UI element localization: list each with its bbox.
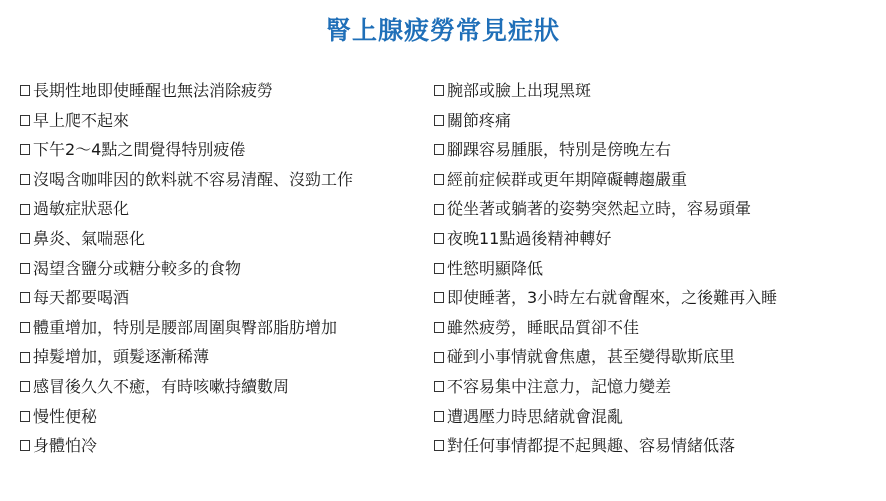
checklist-item[interactable] bbox=[20, 431, 430, 461]
checklist-item[interactable] bbox=[20, 402, 430, 432]
checklist-item[interactable] bbox=[20, 76, 430, 106]
page-title: 腎上腺疲勞常見症狀 bbox=[325, 16, 560, 45]
checklist-item[interactable] bbox=[434, 313, 874, 343]
item-label: 沒喝含咖啡因的飲料就不容易清醒、沒勁工作 bbox=[33, 169, 354, 189]
checklist-item[interactable] bbox=[434, 372, 874, 402]
checkbox[interactable] bbox=[20, 381, 30, 392]
item-label: 即使睡著，3小時左右就會醒來，之後難再入睡 bbox=[447, 288, 778, 308]
item-label: 體重增加，特別是腰部周圍與臀部脂肪增加 bbox=[33, 317, 338, 337]
checkbox[interactable] bbox=[434, 144, 444, 155]
checkbox[interactable] bbox=[434, 440, 444, 451]
checklist-item[interactable] bbox=[434, 283, 874, 313]
item-label: 慢性便秘 bbox=[33, 406, 98, 426]
checkbox[interactable] bbox=[20, 263, 30, 274]
item-label: 經前症候群或更年期障礙轉趨嚴重 bbox=[447, 169, 688, 189]
checkbox[interactable] bbox=[20, 144, 30, 155]
checklist-item[interactable] bbox=[434, 135, 874, 165]
checkbox[interactable] bbox=[20, 292, 30, 303]
checklist-item[interactable] bbox=[434, 254, 874, 284]
item-label: 過敏症狀惡化 bbox=[33, 199, 130, 219]
checklist-item[interactable] bbox=[20, 372, 430, 402]
item-label: 關節疼痛 bbox=[447, 110, 512, 130]
checkbox[interactable] bbox=[20, 115, 30, 126]
checkbox[interactable] bbox=[20, 440, 30, 451]
checkbox[interactable] bbox=[434, 85, 444, 96]
checklist-item[interactable] bbox=[434, 402, 874, 432]
item-label: 身體怕冷 bbox=[33, 436, 98, 456]
checkbox[interactable] bbox=[434, 352, 444, 363]
checklist-item[interactable] bbox=[434, 342, 874, 372]
item-label: 下午2～4點之間覺得特別疲倦 bbox=[33, 140, 246, 160]
checkbox[interactable] bbox=[20, 411, 30, 422]
checkbox[interactable] bbox=[434, 174, 444, 185]
checkbox[interactable] bbox=[20, 174, 30, 185]
item-label: 早上爬不起來 bbox=[33, 110, 130, 130]
checkbox[interactable] bbox=[434, 233, 444, 244]
item-label: 感冒後久久不癒，有時咳嗽持續數周 bbox=[33, 376, 290, 396]
checkbox[interactable] bbox=[434, 115, 444, 126]
item-label: 每天都要喝酒 bbox=[33, 288, 130, 308]
checkbox[interactable] bbox=[434, 263, 444, 274]
item-label: 腕部或臉上出現黑斑 bbox=[447, 81, 592, 100]
checklist-item[interactable] bbox=[20, 165, 430, 195]
checklist-item[interactable] bbox=[20, 313, 430, 343]
item-label: 不容易集中注意力，記憶力變差 bbox=[447, 376, 672, 396]
checkbox[interactable] bbox=[20, 352, 30, 363]
item-label: 渴望含鹽分或糖分較多的食物 bbox=[33, 258, 242, 278]
item-label: 雖然疲勞，睡眠品質卻不佳 bbox=[447, 317, 640, 337]
symptom-list-left bbox=[20, 76, 430, 461]
item-label: 碰到小事情就會焦慮，甚至變得歇斯底里 bbox=[447, 347, 736, 367]
checklist-item[interactable] bbox=[20, 254, 430, 284]
checkbox[interactable] bbox=[434, 204, 444, 215]
checklist-item[interactable] bbox=[434, 76, 874, 106]
checkbox[interactable] bbox=[434, 322, 444, 333]
item-label: 夜晚11點過後精神轉好 bbox=[447, 228, 612, 248]
item-label: 長期性地即使睡醒也無法消除疲勞 bbox=[33, 81, 274, 100]
item-label: 從坐著或躺著的姿勢突然起立時，容易頭暈 bbox=[447, 199, 752, 219]
checklist-item[interactable] bbox=[20, 342, 430, 372]
item-label: 對任何事情都提不起興趣、容易情緒低落 bbox=[447, 436, 736, 456]
symptom-list-right bbox=[434, 76, 874, 461]
checkbox[interactable] bbox=[20, 85, 30, 96]
checklist-item[interactable] bbox=[434, 165, 874, 195]
item-label: 性慾明顯降低 bbox=[447, 258, 544, 278]
checkbox[interactable] bbox=[20, 204, 30, 215]
checklist-item[interactable] bbox=[434, 194, 874, 224]
item-label: 腳踝容易腫脹，特別是傍晚左右 bbox=[447, 140, 672, 160]
checklist-item[interactable] bbox=[434, 106, 874, 136]
checklist-item[interactable] bbox=[434, 431, 874, 461]
item-label: 掉髮增加，頭髮逐漸稀薄 bbox=[33, 347, 210, 367]
checkbox[interactable] bbox=[434, 411, 444, 422]
checklist-item[interactable] bbox=[20, 194, 430, 224]
checklist-item[interactable] bbox=[20, 106, 430, 136]
item-label: 鼻炎、氣喘惡化 bbox=[33, 228, 146, 248]
checklist-item[interactable] bbox=[434, 224, 874, 254]
checklist-item[interactable] bbox=[20, 224, 430, 254]
checklist-item[interactable] bbox=[20, 283, 430, 313]
checkbox[interactable] bbox=[20, 322, 30, 333]
checkbox[interactable] bbox=[434, 292, 444, 303]
checkbox[interactable] bbox=[434, 381, 444, 392]
item-label: 遭遇壓力時思緒就會混亂 bbox=[447, 406, 624, 426]
checklist-item[interactable] bbox=[20, 135, 430, 165]
checkbox[interactable] bbox=[20, 233, 30, 244]
